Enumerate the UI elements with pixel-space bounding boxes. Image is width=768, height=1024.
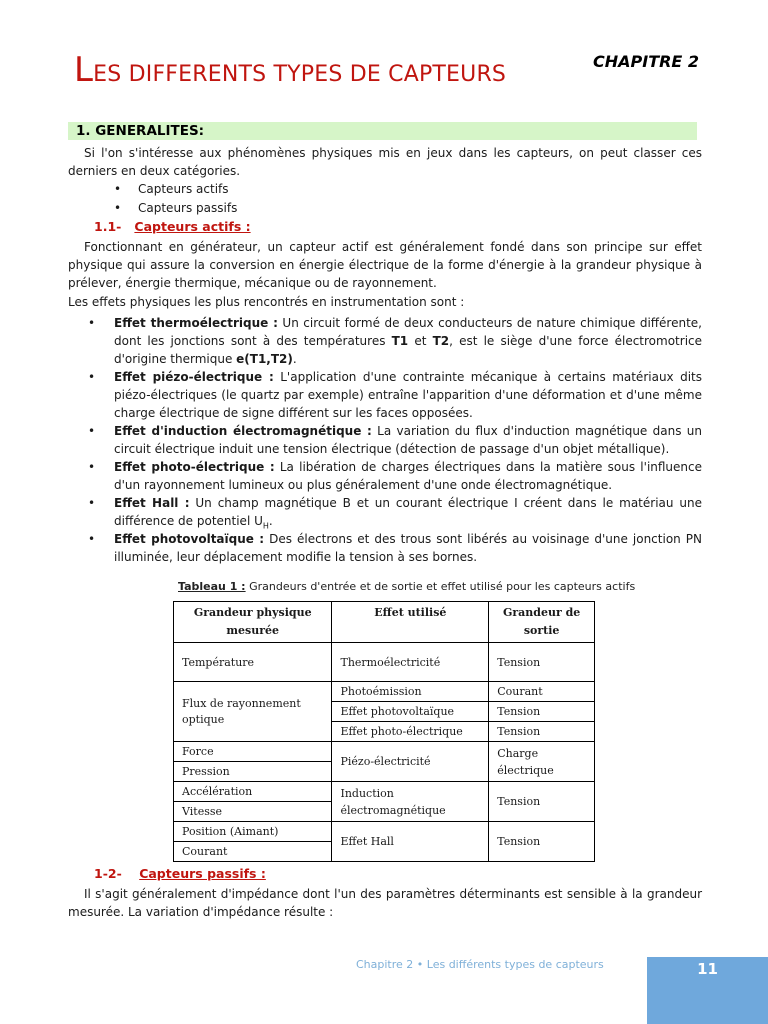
table-cell: Tension bbox=[489, 702, 595, 722]
page-number: 11 bbox=[697, 960, 718, 978]
bullet-icon: • bbox=[88, 316, 96, 330]
title-initial: L bbox=[74, 50, 94, 90]
table-cell: Vitesse bbox=[174, 802, 332, 822]
table-cell: Tension bbox=[489, 782, 595, 822]
table-row bbox=[174, 682, 595, 702]
bullet-icon: • bbox=[88, 460, 96, 474]
bullet-icon: • bbox=[88, 370, 96, 384]
table-header-row bbox=[174, 602, 595, 643]
page-number-box bbox=[647, 957, 768, 1024]
effect-t1: T1 bbox=[391, 334, 409, 348]
caption-text: Grandeurs d'entrée et de sortie et effet utilisé pour les capteurs actifs bbox=[245, 580, 636, 593]
bullet-icon: • bbox=[114, 201, 122, 215]
table-cell: Induction électromagnétique bbox=[332, 782, 489, 822]
table-row bbox=[174, 643, 595, 682]
effect-name: Effet d'induction électromagnétique : bbox=[114, 424, 372, 438]
table-cell: Courant bbox=[174, 842, 332, 862]
sensors-table bbox=[173, 601, 595, 862]
bullet-icon: • bbox=[114, 182, 122, 196]
subsection-number: 1.1- bbox=[94, 219, 122, 234]
effect-item-photoelectrique bbox=[114, 458, 702, 494]
table-row bbox=[174, 822, 595, 842]
table-cell: Flux de rayonnement optique bbox=[174, 682, 332, 742]
title-rest: ES DIFFERENTS TYPES DE CAPTEURS bbox=[93, 62, 507, 87]
effect-name: Effet photo-électrique : bbox=[114, 460, 275, 474]
table-cell: Pression bbox=[174, 762, 332, 782]
subsection-label: Capteurs actifs : bbox=[134, 219, 251, 234]
section-heading-generalites: 1. GENERALITES: bbox=[68, 122, 697, 140]
table-cell: Position (Aimant) bbox=[174, 822, 332, 842]
chapter-label: CHAPITRE 2 bbox=[593, 52, 700, 71]
subsection-heading-passifs bbox=[94, 866, 266, 881]
effect-text: . bbox=[268, 514, 273, 528]
bullet-icon: • bbox=[88, 496, 96, 510]
effect-item-induction bbox=[114, 422, 702, 458]
table-cell: Effet photo-électrique bbox=[332, 722, 489, 742]
table-cell: Accélération bbox=[174, 782, 332, 802]
effect-name: Effet thermoélectrique : bbox=[114, 316, 278, 330]
effect-item-piezo bbox=[114, 368, 702, 422]
effect-text: L'application d'une contrainte mécanique à certains matériaux dits piézo-électriques (le quartz par exemple) entraîne l'apparition d'une déformation et d'une même charge électrique de signe différent sur les faces opposées. bbox=[114, 370, 702, 420]
table-caption bbox=[178, 580, 635, 593]
effects-intro: Les effets physiques les plus rencontrés en instrumentation sont : bbox=[68, 295, 465, 309]
subsection-number: 1-2- bbox=[94, 866, 122, 881]
bullet-icon: • bbox=[88, 424, 96, 438]
effect-text: Un circuit formé de deux conducteurs de nature chimique différente, dont les jonctions sont à des températures bbox=[114, 316, 702, 348]
table-cell: Tension bbox=[489, 822, 595, 862]
table-row bbox=[174, 782, 595, 802]
category-item: Capteurs actifs bbox=[138, 182, 229, 196]
effect-name: Effet Hall : bbox=[114, 496, 190, 510]
effect-subscript: H bbox=[262, 521, 269, 531]
effect-name: Effet piézo-électrique : bbox=[114, 370, 274, 384]
category-item: Capteurs passifs bbox=[138, 201, 238, 215]
effect-item-photovoltaique bbox=[114, 530, 702, 566]
bullet-icon: • bbox=[88, 532, 96, 546]
effect-name: Effet photovoltaïque : bbox=[114, 532, 265, 546]
table-cell: Effet photovoltaïque bbox=[332, 702, 489, 722]
effect-text: La variation du flux d'induction magnétique dans un circuit électrique induit une tension électrique (détection de passage d'un objet métallique). bbox=[114, 424, 702, 456]
table-cell: Effet Hall bbox=[332, 822, 489, 862]
page-title bbox=[74, 50, 506, 90]
effect-text: , est le siège d'une force électromotrice d'origine thermique bbox=[114, 334, 703, 366]
table-cell: Piézo-électricité bbox=[332, 742, 489, 782]
table-cell: Courant bbox=[489, 682, 595, 702]
column-header: Grandeur physique mesurée bbox=[174, 602, 332, 643]
table-row bbox=[174, 742, 595, 762]
effect-item-thermoelectrique bbox=[114, 314, 702, 368]
passifs-paragraph: Il s'agit généralement d'impédance dont l'un des paramètres déterminants est sensible à la grandeur mesurée. La variation d'impédance résulte : bbox=[68, 887, 702, 919]
effect-t2: T2 bbox=[432, 334, 450, 348]
table-cell: Tension bbox=[489, 722, 595, 742]
effect-e: e(T1,T2) bbox=[236, 352, 293, 366]
table-cell: Force bbox=[174, 742, 332, 762]
column-header: Grandeur de sortie bbox=[489, 602, 595, 643]
subsection-heading-actifs bbox=[94, 219, 251, 234]
table-cell: Charge électrique bbox=[489, 742, 595, 782]
table-cell: Photoémission bbox=[332, 682, 489, 702]
table-cell: Tension bbox=[489, 643, 595, 682]
effect-text: La libération de charges électriques dans la matière sous l'influence d'un rayonnement lumineux ou plus généralement d'une onde électromagnétique. bbox=[114, 460, 703, 492]
effect-text: et bbox=[408, 334, 433, 348]
effect-text: Un champ magnétique B et un courant électrique I créent dans le matériau une différence de potentiel U bbox=[114, 496, 702, 528]
column-header: Effet utilisé bbox=[332, 602, 489, 643]
subsection-label: Capteurs passifs : bbox=[139, 866, 266, 881]
caption-label: Tableau 1 : bbox=[178, 580, 246, 593]
actifs-paragraph: Fonctionnant en générateur, un capteur actif est généralement fondé dans son principe sur effet physique qui assure la conversion en énergie électrique de la forme d'énergie à la grandeur physique à prélever, énergie thermique, mécanique ou de rayonnement. bbox=[68, 240, 702, 290]
table-cell: Thermoélectricité bbox=[332, 643, 489, 682]
footer-text: Chapitre 2 • Les différents types de capteurs bbox=[356, 958, 604, 971]
table-cell: Température bbox=[174, 643, 332, 682]
effect-text: Des électrons et des trous sont libérés au voisinage d'une jonction PN illuminée, leur déplacement modifie la tension à ses bornes. bbox=[114, 532, 702, 564]
effect-text: . bbox=[292, 352, 297, 366]
intro-paragraph: Si l'on s'intéresse aux phénomènes physiques mis en jeux dans les capteurs, on peut classer ces derniers en deux catégories. bbox=[68, 146, 702, 178]
